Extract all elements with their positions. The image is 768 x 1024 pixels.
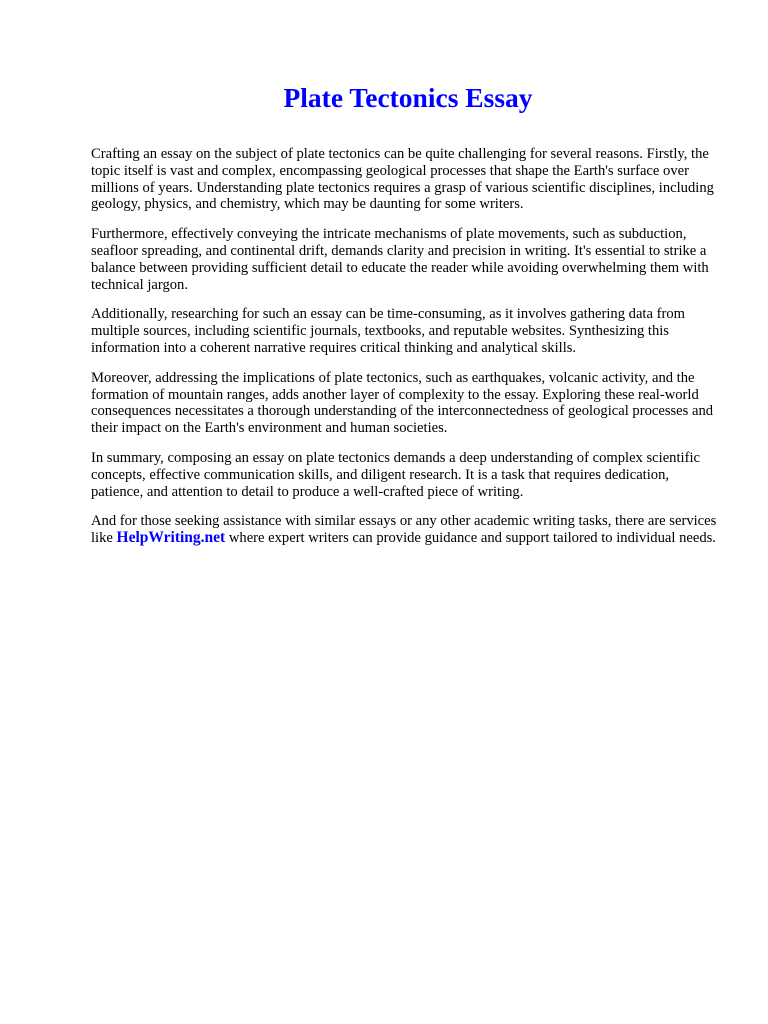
paragraph-3: Additionally, researching for such an essay can be time-consuming, as it involves gathering data from multiple sources, including scientific journals, textbooks, and reputable websites. Synthesizing this information into a coherent narrative requires critical thinking and analytical skills. — [91, 306, 685, 356]
paragraph-6 — [91, 513, 721, 547]
paragraph-2: Furthermore, effectively conveying the intricate mechanisms of plate movements, such as subduction, seafloor spreading, and continental drift, demands clarity and precision in writing. It's essential to strike a balance between providing sufficient detail to educate the reader while avoiding overwhelming them with technical jargon. — [91, 226, 709, 293]
document-title: Plate Tectonics Essay — [283, 82, 533, 113]
paragraph-6-after-link: where expert writers can provide guidance and support tailored to individual needs. — [225, 530, 716, 547]
helpwriting-link[interactable]: HelpWriting.net — [116, 529, 226, 547]
paragraph-5: In summary, composing an essay on plate tectonics demands a deep understanding of complex scientific concepts, effective communication skills, and diligent research. It is a task that requires dedication, patience, and attention to detail to produce a well-crafted piece of writing. — [91, 449, 700, 500]
paragraph-6-before-link: And for those seeking assistance with similar essays or any other academic writing tasks, there are services like — [91, 513, 717, 547]
essay-body — [91, 146, 721, 560]
paragraph-1: Crafting an essay on the subject of plate tectonics can be quite challenging for several reasons. Firstly, the topic itself is vast and complex, encompassing geological processes that shape the Earth's surface over millions of years. Understanding plate tectonics requires a grasp of various scientific disciplines, including geology, physics, and chemistry, which may be daunting for some writers. — [91, 146, 714, 213]
paragraph-4: Moreover, addressing the implications of plate tectonics, such as earthquakes, volcanic activity, and the formation of mountain ranges, adds another layer of complexity to the essay. Exploring these real-world consequences necessitates a thorough understanding of the interconnectedness of geological processes and their impact on the Earth's environment and human societies. — [91, 369, 714, 437]
